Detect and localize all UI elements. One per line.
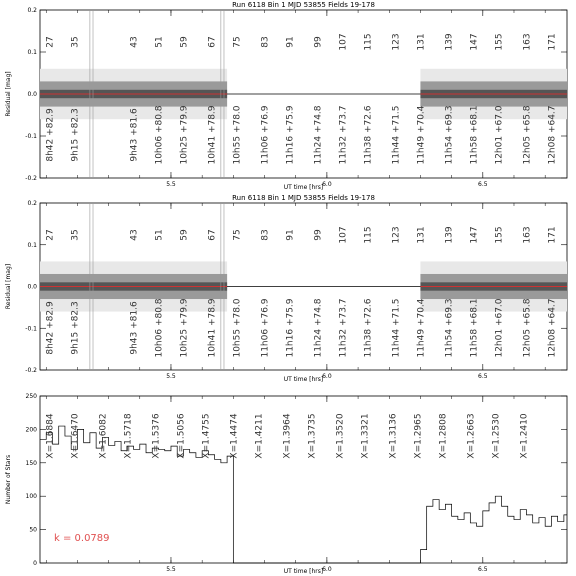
field-number: 123: [391, 226, 402, 244]
airmass-label: X=1.4211: [254, 413, 265, 459]
field-number: 35: [70, 36, 81, 48]
airmass-label: X=1.2808: [438, 413, 449, 459]
airmass-label: X=1.3964: [282, 413, 293, 459]
field-coord: 10h41 +78.9: [207, 105, 218, 165]
field-coord: 10h06 +80.8: [154, 105, 165, 165]
field-coord: 11h24 +74.8: [313, 298, 324, 358]
field-coord: 11h32 +73.7: [338, 298, 349, 358]
x-axis-label: UT time [hrs]: [283, 568, 324, 575]
y-axis-label: Number of Stars: [5, 454, 12, 505]
field-number: 147: [469, 226, 480, 244]
y-tick-label: 50: [29, 526, 37, 534]
y-tick-label: 0.2: [27, 200, 37, 207]
y-tick-label: -0.2: [25, 367, 37, 374]
field-coord: 11h38 +72.6: [363, 105, 374, 165]
y-tick-label: -0.1: [25, 325, 37, 333]
x-tick-label: 6.0: [322, 181, 332, 188]
airmass-label: X=1.5056: [176, 413, 187, 459]
field-number: 27: [45, 36, 56, 48]
field-number: 147: [469, 33, 480, 51]
airmass-label: X=1.3735: [307, 413, 318, 459]
field-coord: 9h43 +81.6: [129, 301, 140, 355]
field-number: 107: [338, 226, 349, 244]
y-axis-label: Residual [mag]: [5, 71, 12, 117]
field-number: 139: [444, 33, 455, 51]
plot-frame: [40, 396, 567, 563]
field-coord: 10h25 +79.9: [179, 105, 190, 165]
x-tick-label: 6.0: [322, 373, 332, 380]
field-coord: 11h58 +68.1: [469, 105, 480, 165]
field-coord: 10h41 +78.9: [207, 298, 218, 358]
field-number: 155: [494, 33, 505, 51]
airmass-label: X=1.3136: [388, 413, 399, 459]
airmass-label: X=1.2410: [519, 413, 530, 459]
field-coord: 8h42 +82.9: [45, 301, 56, 355]
y-axis-label: Residual [mag]: [5, 263, 12, 310]
field-coord: 11h16 +75.9: [285, 298, 296, 358]
field-coord: 12h05 +65.8: [522, 298, 533, 358]
x-tick-label: 6.5: [478, 373, 488, 380]
y-tick-label: 250: [25, 393, 37, 400]
field-number: 163: [522, 226, 533, 244]
field-coord: 11h44 +71.5: [391, 105, 402, 165]
y-tick-label: -0.2: [25, 175, 37, 182]
field-number: 35: [70, 229, 81, 241]
field-number: 107: [338, 33, 349, 51]
field-number: 59: [179, 36, 190, 48]
y-tick-label: 0.1: [27, 241, 37, 249]
field-number: 43: [129, 229, 140, 241]
field-number: 131: [416, 33, 427, 51]
field-coord: 9h15 +82.3: [70, 301, 81, 355]
field-number: 99: [313, 229, 324, 241]
field-number: 51: [154, 229, 165, 241]
x-tick-label: 6.5: [478, 566, 488, 573]
field-number: 27: [45, 229, 56, 241]
field-number: 67: [207, 36, 218, 48]
y-tick-label: 0.1: [27, 49, 37, 56]
field-coord: 11h06 +76.9: [260, 105, 271, 165]
field-coord: 9h43 +81.6: [129, 108, 140, 162]
field-number: 51: [154, 36, 165, 48]
field-coord: 11h49 +70.4: [416, 298, 427, 358]
airmass-label: X=1.3520: [335, 413, 346, 459]
airmass-label: X=1.5376: [151, 413, 162, 459]
field-coord: 9h15 +82.3: [70, 108, 81, 162]
chart-title: Run 6118 Bin 1 MJD 53855 Fields 19-178: [232, 1, 375, 9]
field-coord: 12h05 +65.8: [522, 105, 533, 165]
field-coord: 11h16 +75.9: [285, 105, 296, 165]
y-tick-label: -0.1: [25, 133, 37, 140]
field-coord: 11h06 +76.9: [260, 298, 271, 358]
field-coord: 11h24 +74.8: [313, 105, 324, 165]
field-coord: 11h38 +72.6: [363, 298, 374, 358]
field-number: 155: [494, 226, 505, 244]
field-coord: 11h58 +68.1: [469, 298, 480, 358]
field-number: 67: [207, 229, 218, 241]
x-axis-label: UT time [hrs]: [283, 184, 324, 191]
y-tick-label: 0.2: [27, 7, 37, 14]
y-tick-label: 0.0: [27, 283, 37, 291]
field-number: 83: [260, 36, 271, 48]
field-number: 115: [363, 33, 374, 51]
x-tick-label: 6.0: [322, 566, 332, 573]
field-coord: 8h42 +82.9: [45, 108, 56, 162]
airmass-label: X=1.5718: [123, 413, 134, 459]
chart-title: Run 6118 Bin 1 MJD 53855 Fields 19-178: [232, 194, 375, 202]
x-tick-label: 5.5: [166, 373, 176, 380]
field-number: 123: [391, 33, 402, 51]
field-coord: 11h44 +71.5: [391, 298, 402, 358]
airmass-label: X=1.3321: [360, 413, 371, 459]
k-annotation: k = 0.0789: [54, 533, 110, 544]
field-coord: 11h54 +69.3: [444, 105, 455, 165]
field-number: 163: [522, 33, 533, 51]
y-tick-label: 150: [25, 459, 37, 467]
airmass-label: X=1.6470: [70, 413, 81, 459]
field-number: 131: [416, 226, 427, 244]
airmass-label: X=1.2965: [413, 413, 424, 459]
field-coord: 11h49 +70.4: [416, 105, 427, 165]
x-tick-label: 5.5: [166, 181, 176, 188]
field-number: 171: [547, 226, 558, 244]
field-number: 139: [444, 226, 455, 244]
field-number: 59: [179, 229, 190, 241]
field-coord: 10h55 +78.0: [232, 298, 243, 358]
field-number: 91: [285, 36, 296, 48]
field-coord: 12h08 +64.7: [547, 298, 558, 358]
field-number: 99: [313, 36, 324, 48]
airmass-label: X=1.6082: [98, 413, 109, 459]
field-coord: 12h01 +67.0: [494, 298, 505, 358]
field-number: 75: [232, 36, 243, 48]
field-number: 75: [232, 229, 243, 241]
field-coord: 10h25 +79.9: [179, 298, 190, 358]
field-coord: 12h08 +64.7: [547, 105, 558, 165]
airmass-label: X=1.4755: [201, 413, 212, 459]
field-coord: 10h55 +78.0: [232, 105, 243, 165]
field-number: 83: [260, 229, 271, 241]
y-tick-label: 100: [25, 493, 37, 501]
field-number: 115: [363, 226, 374, 244]
airmass-label: X=1.2530: [491, 413, 502, 459]
field-coord: 11h32 +73.7: [338, 105, 349, 165]
y-tick-label: 0.0: [27, 91, 37, 98]
field-coord: 10h06 +80.8: [154, 298, 165, 358]
field-coord: 12h01 +67.0: [494, 105, 505, 165]
airmass-label: X=1.6884: [45, 413, 56, 459]
field-number: 43: [129, 36, 140, 48]
airmass-label: X=1.4474: [229, 413, 240, 459]
field-number: 171: [547, 33, 558, 51]
field-number: 91: [285, 229, 296, 241]
y-tick-label: 0: [33, 560, 37, 567]
x-axis-label: UT time [hrs]: [283, 376, 324, 383]
field-coord: 11h54 +69.3: [444, 298, 455, 358]
x-tick-label: 6.5: [478, 181, 488, 188]
x-tick-label: 5.5: [166, 566, 176, 573]
airmass-label: X=1.2663: [466, 413, 477, 459]
y-tick-label: 200: [25, 426, 37, 434]
